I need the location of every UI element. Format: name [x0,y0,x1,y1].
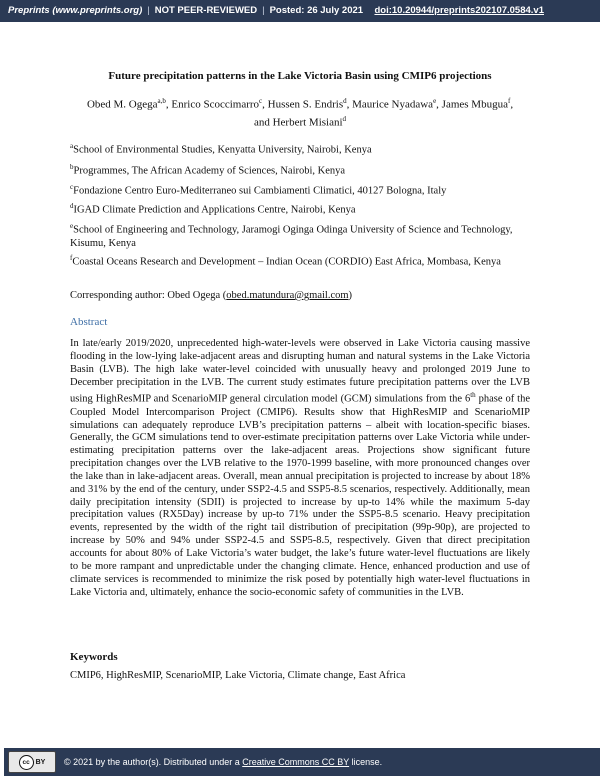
affiliation [70,252,530,269]
affiliation-mark: d [70,202,74,210]
author: James Mbugua [441,98,508,111]
affiliation [70,181,530,198]
posted-date: Posted: 26 July 2021 [269,5,364,16]
keywords-heading: Keywords [70,651,118,663]
author: Hussen S. Endris [267,98,344,111]
license-link[interactable]: Creative Commons CC BY [242,757,350,767]
separator: | [147,5,150,16]
corresponding-close: ) [348,290,353,301]
header-info [8,5,363,16]
license-footer [4,748,600,776]
author-affil-mark: c [259,97,263,105]
author-affil-mark: e [433,97,437,105]
author-affil-mark: d [343,97,347,105]
affiliation-mark: b [70,163,74,171]
author-affil-mark: f [507,97,511,105]
affiliation-mark: f [70,254,73,262]
author-affil-mark: d [342,114,347,123]
corresponding-email-link[interactable]: obed.matundura@gmail.com [226,290,349,301]
affiliation-text: Coastal Oceans Research and Development – Indian Ocean (CORDIO) East Africa, Mombasa, Kenya [72,256,501,268]
separator: | [262,5,265,16]
preprint-header-bar [0,0,600,22]
doi-link[interactable]: doi:10.20944/preprints202107.0584.v1 [374,5,544,16]
abstract-text: phase of the Coupled Model Intercomparison Project (CMIP6). Results show that HighResMIP and ScenarioMIP simulations can adequately reproduce LVB’s precipitation patterns – albeit with location-specific biases. Generally, the GCM simulations tend to over-estimate precipitation patterns over Lake Victoria while under-estimating precipitation patterns over the lake-adjacent areas. Projections show significant future precipitation changes over the LVB relative to the 1970-1999 baseline, with more pronounced changes over the lake than in lake-adjacent areas. Overall, mean annual precipitation is projected to increase by about 18% and 31% by the end of the century, under SSP2-4.5 and SSP5-8.5 scenarios, respectively. Additionally, mean daily precipitation intensity (SDII) is projected to increase by up-to 14% while the maximum 5-day precipitation values (RX5Day) increase by up-to 71% under the SSP5-8.5 scenario. Heavy precipitation events, represented by the width of the right tail distribution of precipitation (99p-90p), are projected to increase by 50% and 94% under SSP2-4.5 and SSP5-8.5, respectively. Given that direct precipitation accounts for about 80% of Lake Victoria’s water budget, the lake’s future water-level fluctuations are likely to be more rampant and unpredictable under the changing climate. Hence, enhanced production and use of climate services is recommended to minimize the risk posed by potentially high water-level fluctuations in Lake Victoria and, ultimately, enhance the socio-economic safety of communities in the LVB. [70,393,531,598]
copyright-text: © 2021 by the author(s). Distributed under a [64,757,243,767]
affiliation-mark: a [70,142,74,150]
ordinal-suffix: th [470,391,476,400]
peer-review-status: NOT PEER-REVIEWED [154,5,258,16]
paper-title: Future precipitation patterns in the Lake Victoria Basin using CMIP6 projections [108,70,492,82]
keywords-list: CMIP6, HighResMIP, ScenarioMIP, Lake Victoria, Climate change, East Africa [70,670,406,681]
by-icon: BY [35,758,46,766]
author: Enrico Scoccimarro [171,98,260,111]
affiliation-mark: e [70,222,74,230]
affiliation-text: IGAD Climate Prediction and Applications Centre, Nairobi, Kenya [73,204,356,216]
abstract-text: In late/early 2019/2020, unprecedented high-water-levels were observed in Lake Victoria causing massive flooding in the low-lying lake-adjacent areas and disrupting human and natural systems in the Lake Victoria Basin (LVB). The high lake water-level coincided with unusually heavy and prolonged 2019 June to December precipitation in the LVB. The current study estimates future precipitation patterns over the LVB using HighResMIP and ScenarioMIP general circulation model (GCM) simulations from the 6 [70,338,530,405]
author-list: Obed M. Ogega$^{a,b}$, Enrico Scoccimarro$^c$, Hussen S. Endris$^d$, Maurice Nyadawa$^e$, James Mbugua$^f$, and Herbert Misiani$^d$ [86,97,514,129]
affiliation-mark: c [70,183,74,191]
author-joiner: and [253,116,270,129]
cc-by-logo[interactable] [8,751,56,773]
affiliation [70,200,530,217]
affiliation-text: Programmes, The African Academy of Sciences, Nairobi, Kenya [73,165,346,177]
corresponding-label: Corresponding author: Obed Ogega ( [70,290,227,301]
site-name: Preprints (www.preprints.org) [8,5,143,16]
abstract-heading: Abstract [70,316,108,328]
affiliation [70,161,530,178]
author: Maurice Nyadawa [352,98,434,111]
affiliation-text: Fondazione Centro Euro-Mediterraneo sui Cambiamenti Climatici, 40127 Bologna, Italy [73,185,447,197]
license-suffix: license. [349,757,383,767]
affiliation [70,220,530,250]
author: Obed M. Ogega [86,98,158,111]
author-affil-mark: a,b [157,97,166,105]
author: Herbert Misiani [272,116,343,129]
abstract-body [70,338,530,599]
affiliation-text: School of Environmental Studies, Kenyatta University, Nairobi, Kenya [73,144,372,156]
corresponding-author [70,290,352,301]
affiliation-text: School of Engineering and Technology, Jaramogi Oginga Odinga University of Science and Technology, Kisumu, Kenya [70,224,513,249]
affiliation [70,140,530,157]
license-text [64,757,382,767]
cc-icon: cc [19,755,34,770]
